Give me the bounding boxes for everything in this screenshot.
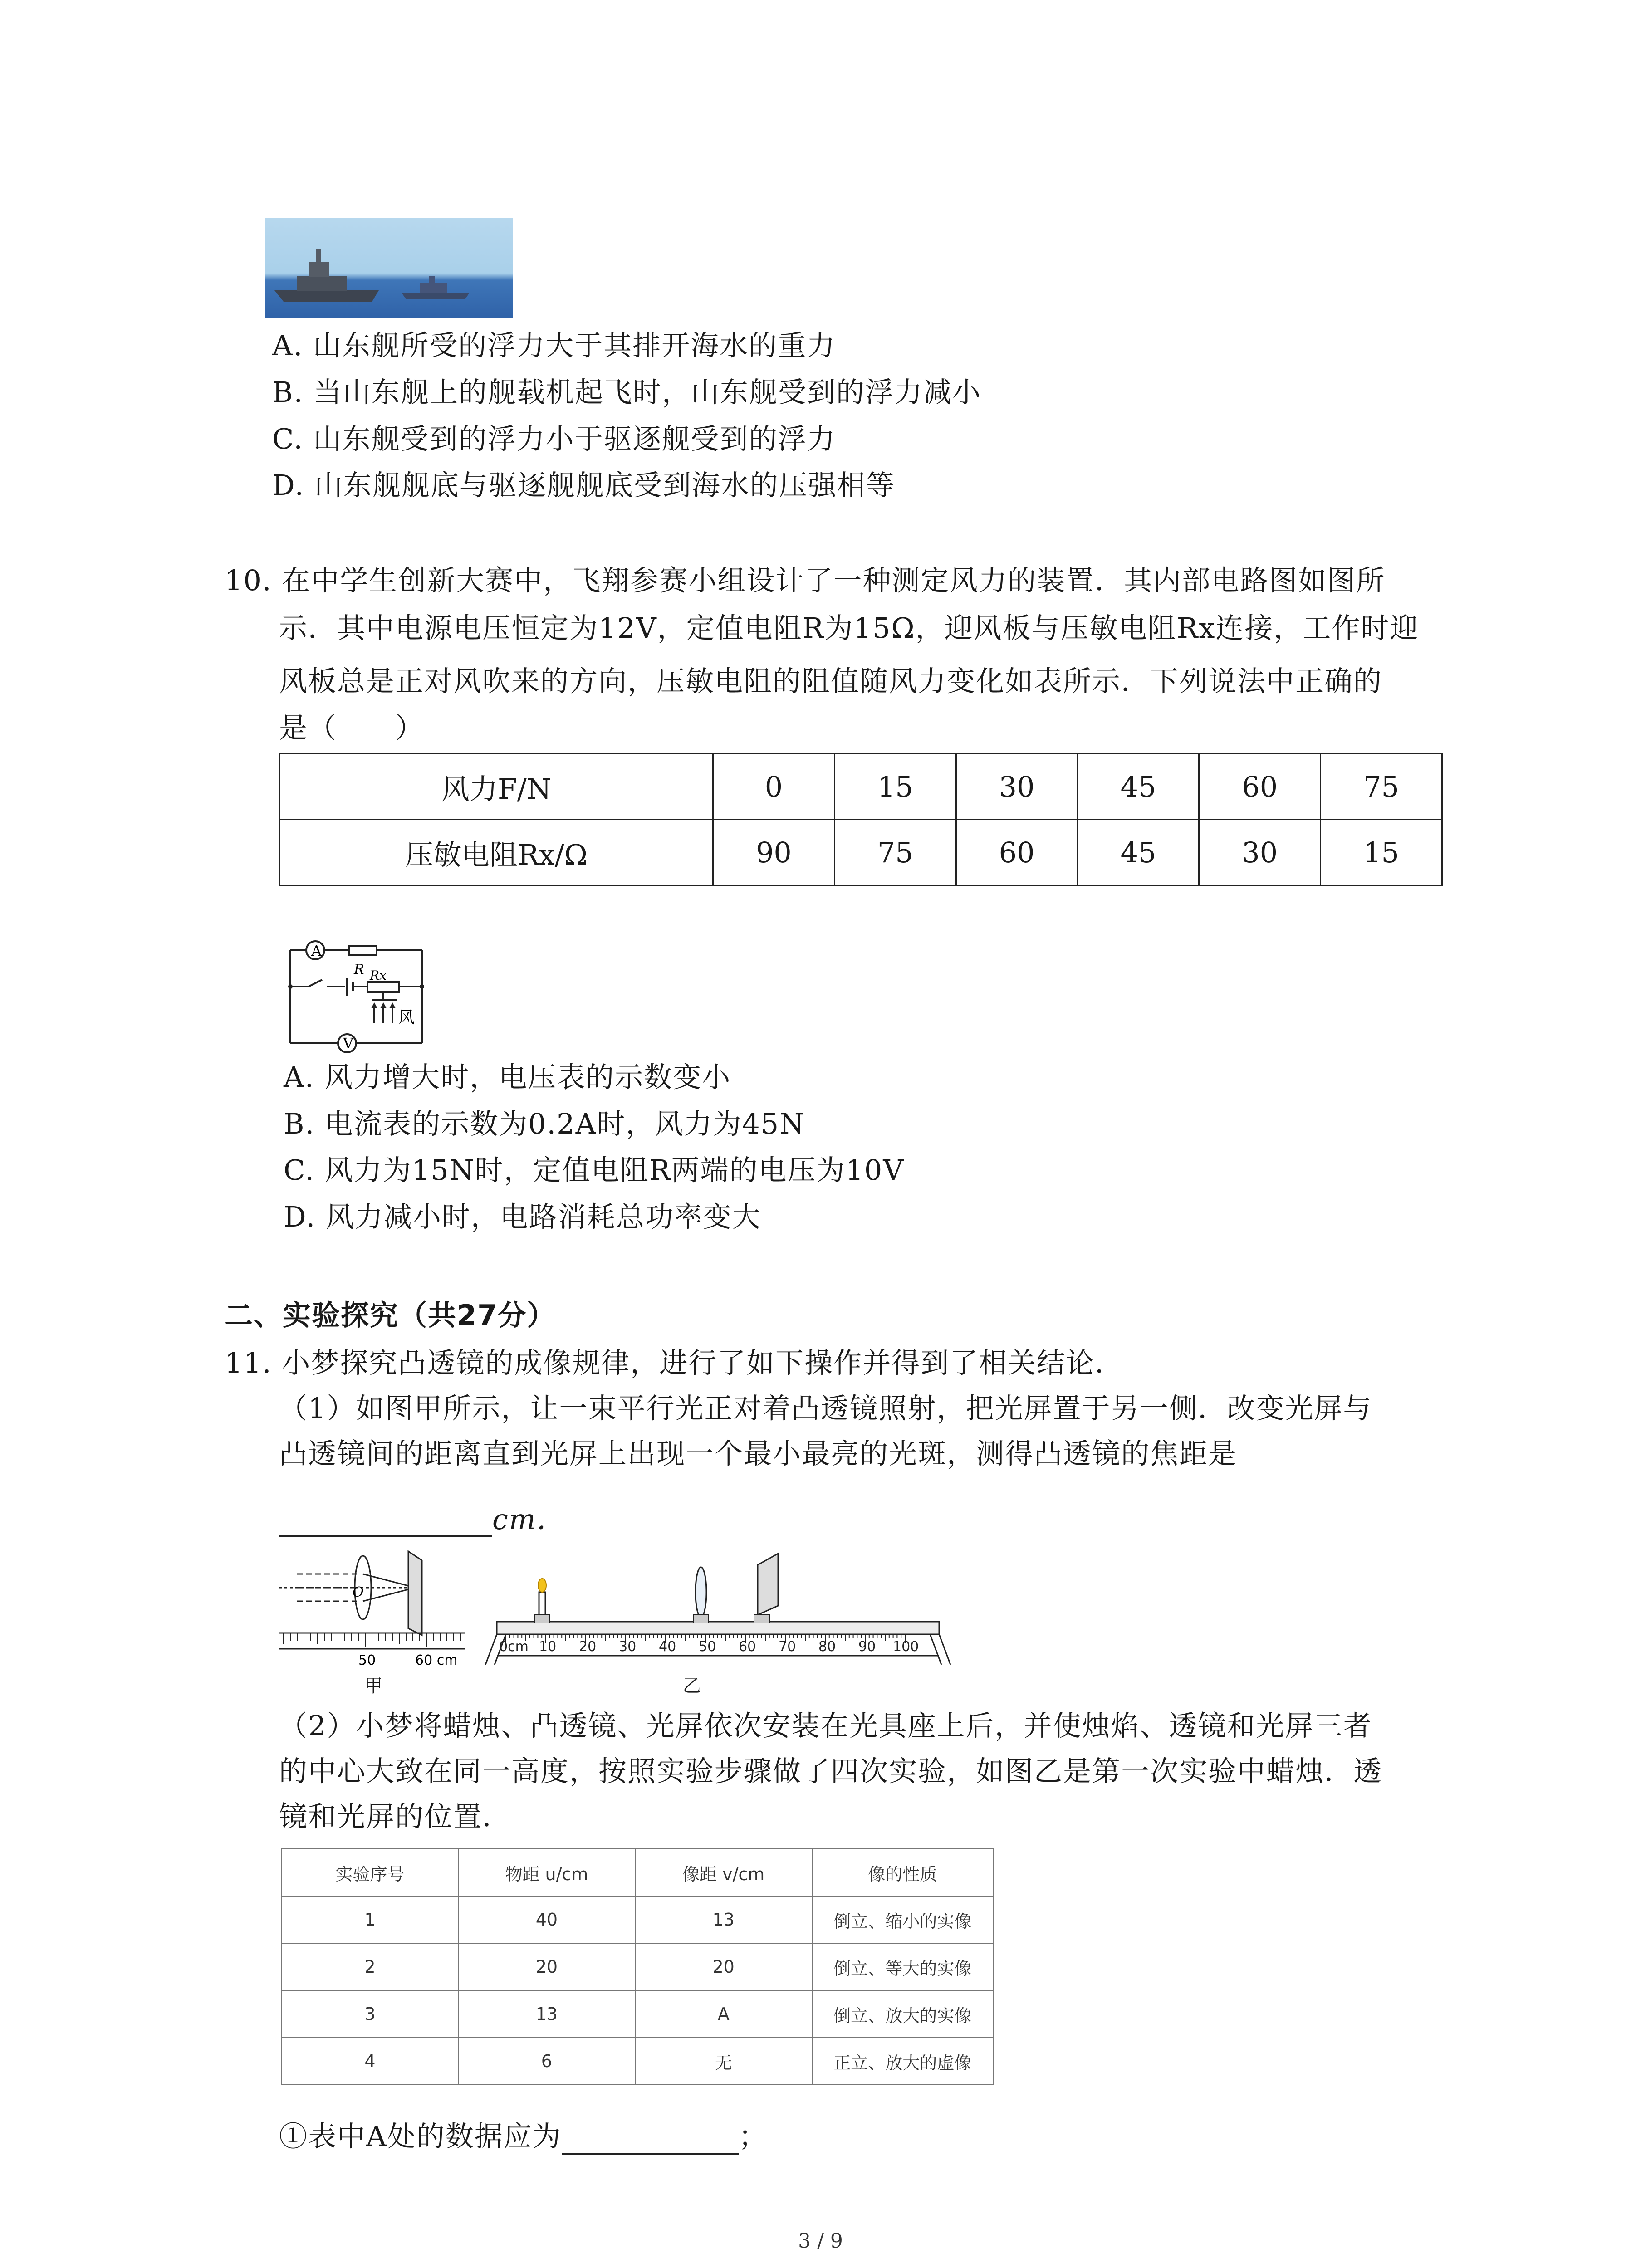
q10-option-d: D. 风力减小时，电路消耗总功率变大	[284, 1200, 761, 1233]
resistor-r-label: R	[354, 962, 364, 978]
q9-option-b: B. 当山东舰上的舰载机起飞时，山东舰受到的浮力减小	[272, 376, 981, 409]
figure-yi-optical-bench	[485, 1524, 953, 1669]
table-a-answer-blank[interactable]	[562, 2126, 739, 2155]
table-row	[280, 754, 1442, 820]
q11-part1-line-1: （1）如图甲所示，让一束平行光正对着凸透镜照射，把光屏置于另一侧．改变光屏与	[279, 1392, 1372, 1425]
convex-lens	[693, 1567, 709, 1623]
jia-tick-60: 60 cm	[415, 1652, 458, 1668]
table-row	[282, 1990, 993, 2038]
yi-tick-60: 60	[739, 1639, 756, 1655]
jia-optical-center: O	[353, 1584, 364, 1600]
table-cell: A	[635, 1990, 812, 2038]
table-row	[282, 2038, 993, 2085]
q9-option-d: D. 山东舰舰底与驱逐舰舰底受到海水的压强相等	[272, 469, 895, 502]
q11-part2-line-2: 的中心大致在同一高度，按照实验步骤做了四次实验，如图乙是第一次实验中蜡烛．透	[279, 1755, 1383, 1788]
table-header: 物距 u/cm	[458, 1849, 635, 1896]
table-row-label: 压敏电阻Rx/Ω	[280, 820, 713, 885]
section-heading: 二、实验探究（共27分）	[225, 1299, 556, 1332]
candle	[534, 1579, 550, 1623]
yi-tick-50: 50	[699, 1639, 716, 1655]
table-cell: 45	[1078, 820, 1199, 885]
experiment-table	[281, 1848, 994, 2085]
warship-photo	[265, 218, 513, 318]
q10-option-a: A. 风力增大时，电压表的示数变小	[284, 1061, 731, 1094]
table-cell: 13	[635, 1896, 812, 1943]
yi-tick-80: 80	[818, 1639, 836, 1655]
table-cell: 45	[1078, 754, 1199, 820]
table-cell: 20	[458, 1943, 635, 1990]
sub-question-1	[279, 2118, 768, 2155]
q11-part2-line-3: 镜和光屏的位置．	[279, 1800, 512, 1833]
ships-illustration	[265, 218, 513, 318]
q10-option-c: C. 风力为15N时，定值电阻R两端的电压为10V	[284, 1154, 905, 1187]
table-cell: 4	[282, 2038, 458, 2085]
yi-tick-100: 100	[893, 1639, 919, 1655]
jia-tick-50: 50	[358, 1652, 376, 1668]
voltmeter-label: V	[343, 1035, 354, 1052]
table-cell: 15	[834, 754, 956, 820]
table-cell: 1	[282, 1896, 458, 1943]
table-cell: 0	[713, 754, 835, 820]
unit-cm: cm．	[492, 1503, 566, 1536]
table-cell: 90	[713, 820, 835, 885]
table-cell: 13	[458, 1990, 635, 2038]
table-cell: 15	[1321, 820, 1442, 885]
table-cell: 2	[282, 1943, 458, 1990]
table-header: 像距 v/cm	[635, 1849, 812, 1896]
table-cell: 75	[834, 820, 956, 885]
q9-option-a: A. 山东舰所受的浮力大于其排开海水的重力	[272, 329, 836, 362]
table-row-label: 风力F/N	[280, 754, 713, 820]
table-row	[282, 1943, 993, 1990]
table-cell: 30	[1199, 820, 1321, 885]
table-cell: 20	[635, 1943, 812, 1990]
light-screen	[754, 1554, 778, 1623]
sub-question-1-suffix: ；	[738, 2120, 768, 2153]
table-cell: 倒立、缩小的实像	[812, 1896, 993, 1943]
table-row	[282, 1896, 993, 1943]
q10-stem-line-2: 示．其中电源电压恒定为12V，定值电阻R为15Ω，迎风板与压敏电阻Rx连接，工作时迎	[279, 611, 1419, 645]
focal-length-answer-blank[interactable]	[279, 1499, 492, 1537]
table-cell: 3	[282, 1990, 458, 2038]
yi-tick-30: 30	[619, 1639, 637, 1655]
table-cell: 75	[1321, 754, 1442, 820]
wind-label: 风	[398, 1008, 415, 1027]
wind-circuit-diagram	[281, 932, 436, 1059]
page-number: 3 / 9	[798, 2229, 843, 2253]
table-cell: 无	[635, 2038, 812, 2085]
yi-tick-70: 70	[779, 1639, 796, 1655]
yi-tick-20: 20	[579, 1639, 597, 1655]
table-cell: 倒立、等大的实像	[812, 1943, 993, 1990]
yi-tick-10: 10	[539, 1639, 557, 1655]
table-cell: 60	[956, 820, 1078, 885]
figure-jia-label: 甲	[364, 1676, 382, 1696]
yi-tick-90: 90	[858, 1639, 876, 1655]
q11-part1-line-2: 凸透镜间的距离直到光屏上出现一个最小最亮的光斑，测得凸透镜的焦距是	[279, 1437, 1238, 1470]
q10-option-b: B. 电流表的示数为0.2A时，风力为45N	[284, 1107, 805, 1140]
jia-ruler-ticks	[284, 1633, 460, 1647]
table-header: 实验序号	[282, 1849, 458, 1896]
q10-stem-line-4: 是（ ）	[279, 711, 425, 744]
wind-force-table	[279, 753, 1443, 886]
yi-tick-0: 0cm	[499, 1639, 529, 1655]
table-cell: 60	[1199, 754, 1321, 820]
yi-tick-40: 40	[659, 1639, 676, 1655]
q11-title: 11. 小梦探究凸透镜的成像规律，进行了如下操作并得到了相关结论．	[225, 1346, 1124, 1379]
table-cell: 正立、放大的虚像	[812, 2038, 993, 2085]
ammeter-label: A	[311, 942, 322, 959]
figure-jia-lens-focus	[279, 1533, 479, 1669]
sub-question-1-prefix: ①表中A处的数据应为	[279, 2120, 562, 2153]
table-row	[280, 820, 1442, 885]
table-cell: 40	[458, 1896, 635, 1943]
table-cell: 6	[458, 2038, 635, 2085]
q11-part2-line-1: （2）小梦将蜡烛、凸透镜、光屏依次安装在光具座上后，并使烛焰、透镜和光屏三者	[279, 1709, 1372, 1742]
figure-yi-label: 乙	[683, 1676, 701, 1696]
table-header: 像的性质	[812, 1849, 993, 1896]
resistor-rx-label: Rx	[370, 968, 387, 983]
table-cell: 倒立、放大的实像	[812, 1990, 993, 2038]
q10-stem-line-1: 10. 在中学生创新大赛中，飞翔参赛小组设计了一种测定风力的装置．其内部电路图如图所	[225, 564, 1386, 597]
table-header-row	[282, 1849, 993, 1896]
q10-stem-line-3: 风板总是正对风吹来的方向，压敏电阻的阻值随风力变化如表所示．下列说法中正确的	[279, 665, 1383, 698]
q9-option-c: C. 山东舰受到的浮力小于驱逐舰受到的浮力	[272, 422, 836, 455]
table-cell: 30	[956, 754, 1078, 820]
